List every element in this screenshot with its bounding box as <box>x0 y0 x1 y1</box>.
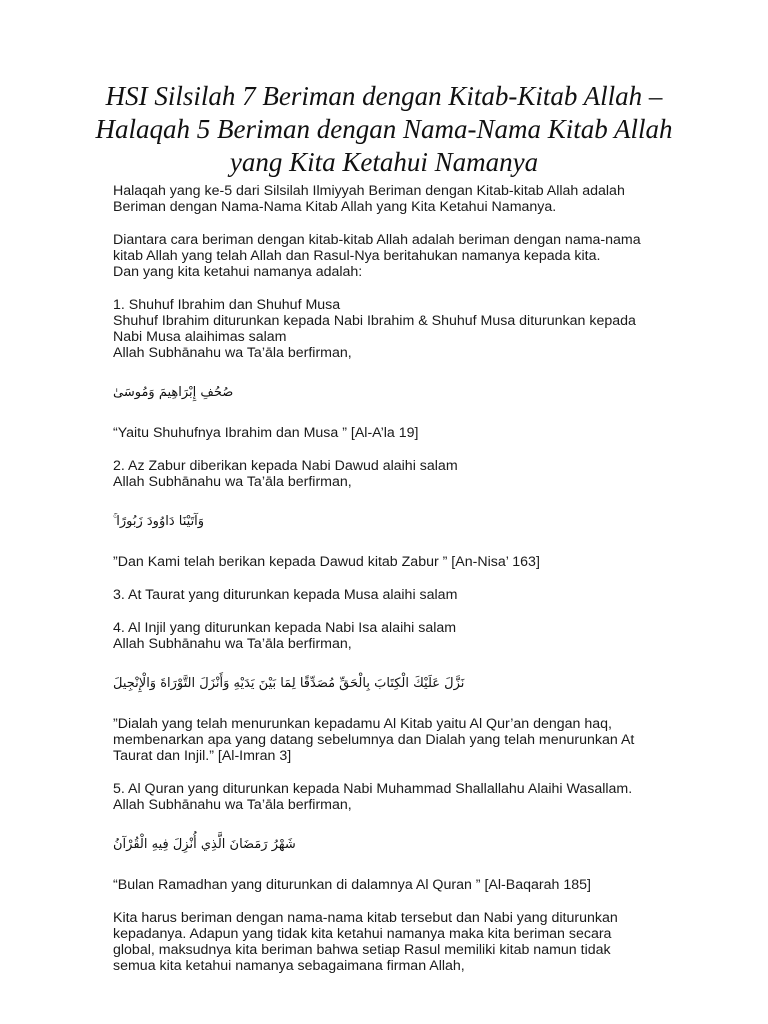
item-2-paragraph <box>113 458 703 490</box>
closing-paragraph <box>113 910 703 974</box>
item-1-paragraph <box>113 297 703 361</box>
quote-4-line: Taurat dan Injil.” [Al-Imran 3] <box>113 748 292 764</box>
diantara-line: kitab Allah yang telah Allah dan Rasul-Nya beritahukan namanya kepada kita. <box>113 248 601 264</box>
diantara-line: Diantara cara beriman dengan kitab-kitab Allah adalah beriman dengan nama-nama <box>113 232 641 248</box>
closing-line: kepadanya. Adapun yang tidak kita ketahui namanya maka kita beriman secara <box>113 926 612 942</box>
intro-line: Halaqah yang ke-5 dari Silsilah Ilmiyyah Beriman dengan Kitab-kitab Allah adalah <box>113 183 625 199</box>
item-2-line: Allah Subhānahu wa Ta’āla berfirman, <box>113 474 352 490</box>
item-1-line: 1. Shuhuf Ibrahim dan Shuhuf Musa <box>113 297 341 313</box>
item-4-line: Allah Subhānahu wa Ta’āla berfirman, <box>113 636 352 652</box>
item-5-line: Allah Subhānahu wa Ta’āla berfirman, <box>113 797 352 813</box>
quote-4-line: membenarkan apa yang datang sebelumnya dan Dialah yang telah menurunkan At <box>113 732 635 748</box>
quote-4-line: ”Dialah yang telah menurunkan kepadamu Al Kitab yaitu Al Qur’an dengan haq, <box>113 716 612 732</box>
intro-line: Beriman dengan Nama-Nama Kitab Allah yang Kita Ketahui Namanya. <box>113 199 557 215</box>
item-3-paragraph: 3. At Taurat yang diturunkan kepada Musa alaihi salam <box>113 587 458 603</box>
quote-4 <box>113 716 703 764</box>
closing-line: Kita harus beriman dengan nama-nama kitab tersebut dan Nabi yang diturunkan <box>113 910 618 926</box>
quote-5: “Bulan Ramadhan yang diturunkan di dalamnya Al Quran ” [Al-Baqarah 185] <box>113 877 591 893</box>
page-title: HSI Silsilah 7 Beriman dengan Kitab-Kitab Allah – Halaqah 5 Beriman dengan Nama-Nama Kitab Allah yang Kita Ketahui Namanya <box>95 81 673 177</box>
item-1-line: Nabi Musa alaihimas salam <box>113 329 287 345</box>
closing-line: semua kita ketahui namanya sebagaimana firman Allah, <box>113 958 465 974</box>
closing-line: global, maksudnya kita beriman bahwa setiap Rasul memiliki kitab namun tidak <box>113 942 611 958</box>
item-4-line: 4. Al Injil yang diturunkan kepada Nabi Isa alaihi salam <box>113 620 457 636</box>
item-5-line: 5. Al Quran yang diturunkan kepada Nabi Muhammad Shallallahu Alaihi Wasallam. <box>113 781 633 797</box>
intro-paragraph <box>113 183 703 215</box>
diantara-line: Dan yang kita ketahui namanya adalah: <box>113 264 363 280</box>
quote-2: ”Dan Kami telah berikan kepada Dawud kitab Zabur ” [An-Nisa’ 163] <box>113 554 540 570</box>
arabic-verse-5: شَهْرُ رَمَضَانَ الَّذِي أُنْزِلَ فِيهِ الْقُرْآنُ <box>113 837 296 852</box>
item-1-line: Shuhuf Ibrahim diturunkan kepada Nabi Ibrahim & Shuhuf Musa diturunkan kepada <box>113 313 636 329</box>
document-body <box>113 183 703 974</box>
quote-1: “Yaitu Shuhufnya Ibrahim dan Musa ” [Al-A’la 19] <box>113 425 419 441</box>
arabic-verse-1: صُحُفِ إِبْرَاهِيمَ وَمُوسَىٰ <box>113 385 234 400</box>
arabic-verse-4: نَزَّلَ عَلَيْكَ الْكِتَابَ بِالْحَقِّ مُصَدِّقًا لِمَا بَيْنَ يَدَيْهِ وَأَنْزَلَ التَّوْرَاةَ وَالْإِنْجِيلَ <box>113 676 465 691</box>
arabic-verse-2: وَآتَيْنَا دَاوُودَ زَبُورًا ۚ <box>113 514 205 529</box>
item-5-paragraph <box>113 781 703 813</box>
item-2-line: 2. Az Zabur diberikan kepada Nabi Dawud alaihi salam <box>113 458 458 474</box>
item-4-paragraph <box>113 620 703 652</box>
diantara-paragraph <box>113 232 703 280</box>
item-1-line: Allah Subhānahu wa Ta’āla berfirman, <box>113 345 352 361</box>
